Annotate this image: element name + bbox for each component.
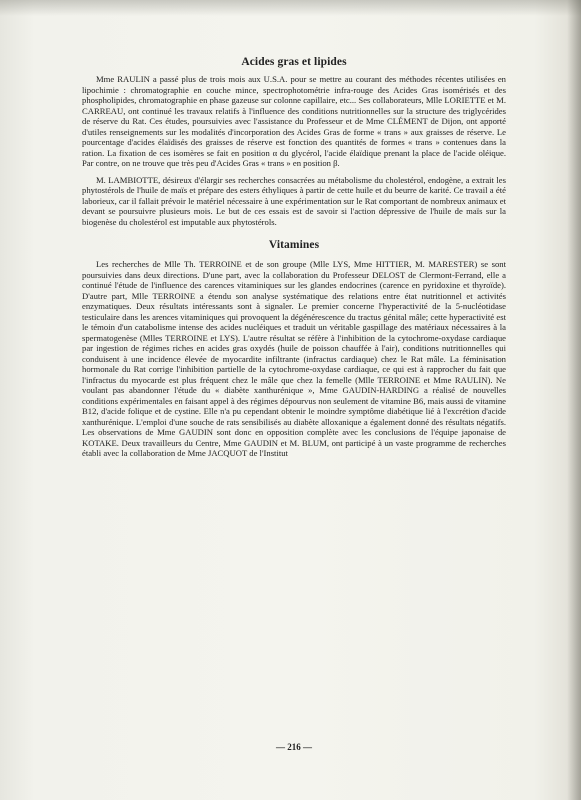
scan-shadow-right	[567, 0, 581, 800]
paragraph-lipids-2: M. LAMBIOTTE, désireux d'élargir ses recherches consacrées au métabolisme du cholestérol, endogène, a extrait les phytostérols de l'huile de maïs et prépare des esters éthyliques à partir de cette huile et du beurre de karité. Ce travail a été laborieux, car il fallait prévoir le matériel nécessaire à une expérimentation sur le Rat comportant de nombreux animaux et devant se poursuivre plusieurs mois. Le but de ces essais est de savoir si l'action dépressive de l'huile de maïs sur la biogenèse du cholestérol est imputable aux phytostérols.	[82, 174, 506, 227]
paragraph-lipids-1: Mme RAULIN a passé plus de trois mois aux U.S.A. pour se mettre au courant des méthodes récentes utilisées en lipochimie : chromatographie en couche mince, spectrophotométrie infra-rouge des Acides Gras isomérisés et des phospholipides, chromatographie en phase gazeuse sur colonne capillaire, etc... Ses collaborateurs, Mlle LORIETTE et M. CARREAU, ont continué les travaux relatifs à l'influence des conditions nutritionnelles sur la structure des triglycérides de réserve du Rat. Ces études, poursuivies avec l'assistance du Professeur et de Mme CLÉMENT de Dijon, ont apporté d'utiles renseignements sur les modalités d'incorporation des Acides Gras de forme « trans » aux graisses de réserve. Le pourcentage d'acides élaïdisés des graisses de réserve est fonction des quantités de formes « trans » contenues dans la ration. La fixation de ces isomères se fait en position α du glycérol, l'acide élaïdique prenant la place de l'acide oléique. Par contre, on ne trouve que très peu d'Acides Gras « trans » en position β.	[82, 74, 506, 168]
scan-shadow-top	[0, 0, 581, 16]
section-title-vitamins: Vitamines	[268, 239, 320, 251]
section-title-lipids: Acides gras et lipides	[241, 56, 347, 68]
page-number: — 216 —	[276, 742, 312, 752]
document-page	[82, 56, 506, 465]
paragraph-vitamins-1: Les recherches de Mlle Th. TERROINE et de son groupe (Mlle LYS, Mme HITTIER, M. MARESTER) se sont poursuivies dans deux directions. D'une part, avec la collaboration du Professeur DELOST de Clermont-Ferrand, elle a continué l'étude de l'influence des carences vitaminiques sur les glandes endocrines (carence en pyridoxine et thyroïde). D'autre part, Mlle TERROINE a étendu son analyse systématique des relations entre état nutritionnel et activités enzymatiques. Deux résultats intéressants sont à signaler. Le premier concerne l'hyperactivité de la 5-nucléotidase testiculaire dans les arences vitaminiques qui provoquent la dégénérescence du tractus génital mâle; cette hyperactivité est le témoin d'un catabolisme intense des acides nucléiques et traduit un véritable gaspillage des matériaux nécessaires à la spermatogenèse (Mlles TERROINE et LYS). L'autre résultat se réfère à l'inhibition de la cytochrome-oxydase cardiaque par ingestion de régimes riches en acides gras oxydés (huile de poisson chauffée à l'air), conditions nutritionnelles qui conduisent à une incidence élevée de myocardite infiltrante (infractus cardiaque) chez le Rat mâle. La féminisation hormonale du Rat corrige l'inhibition partielle de la cytochrome-oxydase cardiaque, ce qui est à rapprocher du fait que l'infractus du myocarde est plus fréquent chez le mâle que chez la femelle (Mlle TERROINE et Mme RAULIN). Ne voulant pas abandonner l'étude du « diabète xanthurénique », Mme GAUDIN-HARDING a réalisé de nouvelles conditions expérimentales en faisant appel à des régimes dépourvus non seulement de vitamine B6, mais aussi de vitamine B12, d'acide folique et de cystine. Elle n'a pu cependant obtenir le moindre symptôme diabétique lié à l'excrétion d'acide xanthurénique. L'emploi d'une souche de rats sensibilisés au diabète alloxanique a également donné des résultats négatifs. Les observations de Mme GAUDIN sont donc en opposition complète avec les conclusions de l'équipe japonaise de KOTAKE. Deux travailleurs du Centre, Mme GAUDIN et M. BLUM, ont participé à un vaste programme de recherches établi avec la collaboration de Mme JACQUOT de l'Institut	[82, 259, 506, 458]
